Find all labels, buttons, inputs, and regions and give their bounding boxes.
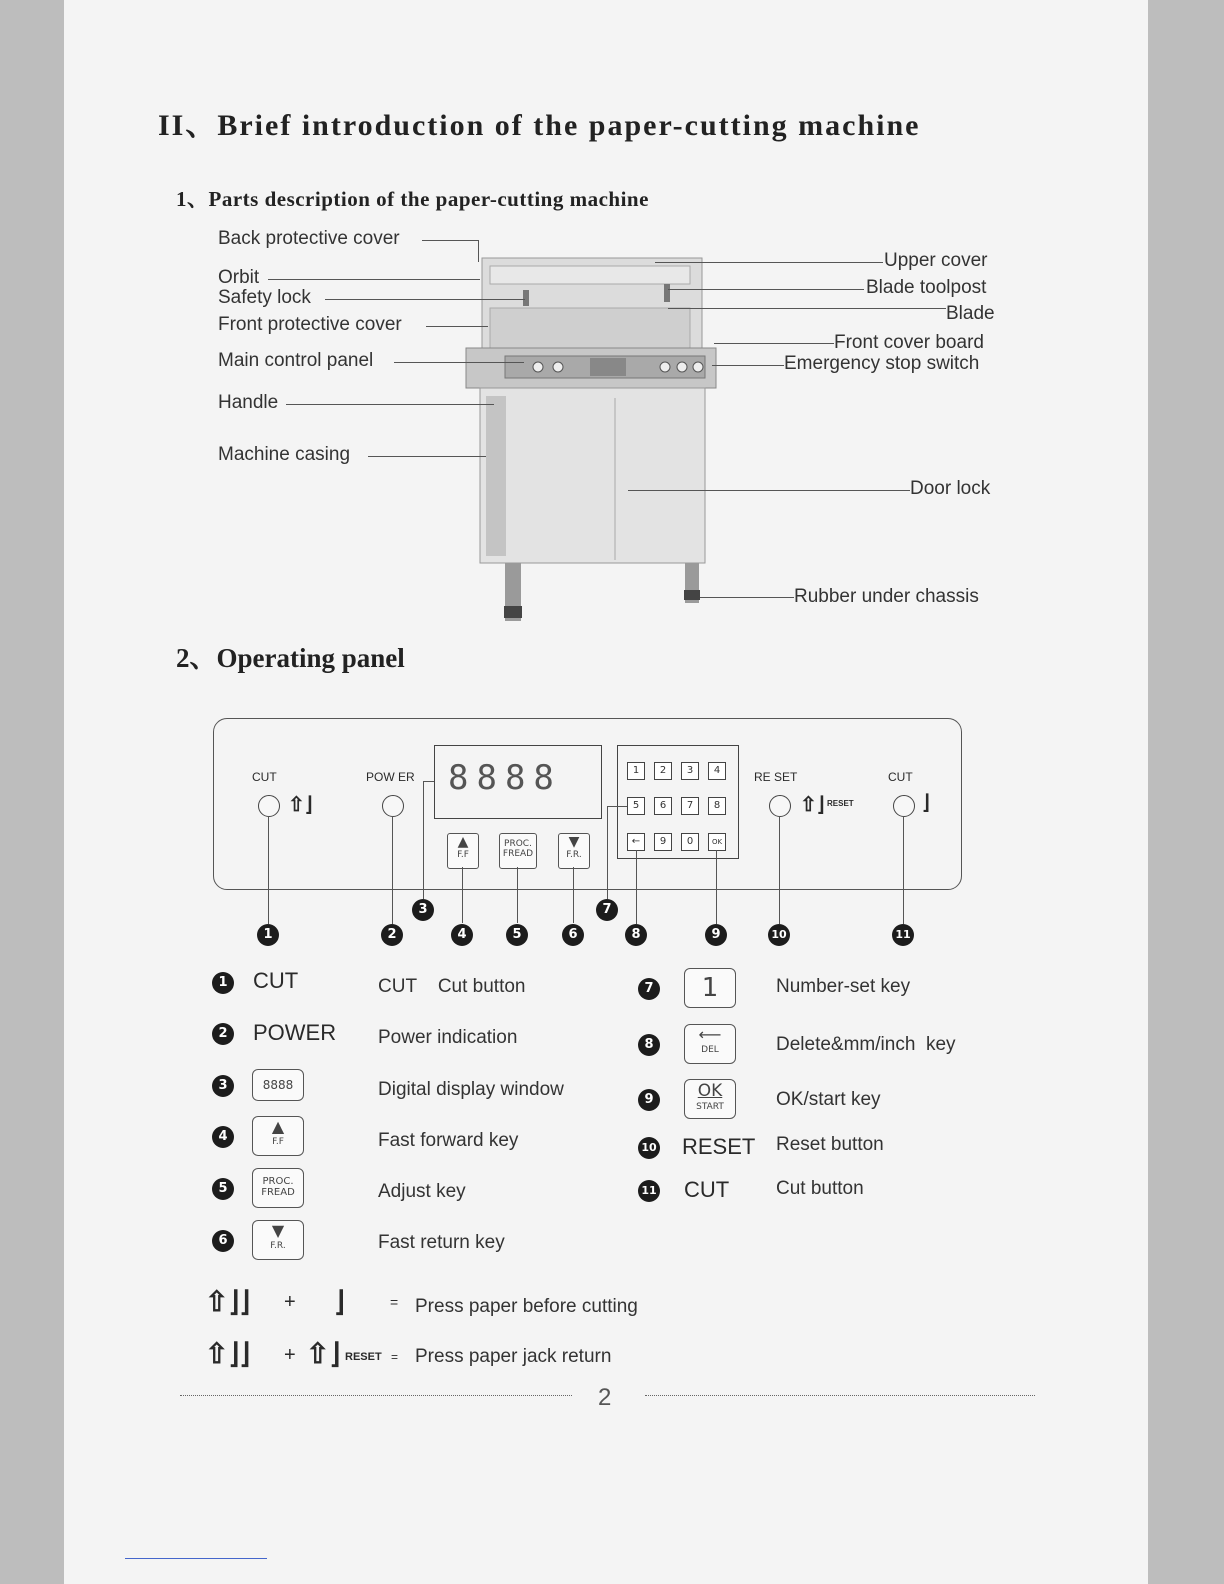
legend-delete-desc: Delete&mm/inch key bbox=[776, 1034, 956, 1055]
legend-ff-label: F.F bbox=[272, 1137, 284, 1147]
callout-line bbox=[903, 816, 904, 924]
label-front-cover-board: Front cover board bbox=[834, 332, 984, 353]
blade-icon: ⌋ bbox=[334, 1286, 345, 1317]
label-front-protective-cover: Front protective cover bbox=[218, 314, 402, 335]
proc-label: PROC. bbox=[504, 839, 532, 849]
leader-line bbox=[268, 279, 480, 280]
page-heading: II、Brief introduction of the paper-cutting machine bbox=[158, 109, 921, 142]
up-arrow-icon: ▲ bbox=[457, 834, 469, 850]
num-key-4[interactable]: 4 bbox=[708, 762, 726, 780]
legend-num: 11 bbox=[638, 1180, 660, 1202]
panel-cut-left-label: CUT bbox=[252, 770, 277, 784]
legend-num: 3 bbox=[212, 1075, 234, 1097]
combo-plus: + bbox=[284, 1344, 296, 1366]
page-number: 2 bbox=[598, 1384, 612, 1411]
callout-8: 8 bbox=[625, 924, 647, 946]
callout-line bbox=[607, 806, 627, 807]
section2-title: 2、Operating panel bbox=[176, 643, 405, 673]
legend-adjust-icon bbox=[252, 1168, 304, 1208]
num-key-1[interactable]: 1 bbox=[627, 762, 645, 780]
label-machine-casing: Machine casing bbox=[218, 444, 351, 465]
legend-num: 10 bbox=[638, 1137, 660, 1159]
reset-button[interactable] bbox=[769, 795, 791, 817]
legend-num: 5 bbox=[212, 1178, 234, 1200]
callout-line bbox=[607, 806, 608, 899]
legend-num: 6 bbox=[212, 1230, 234, 1252]
callout-2: 2 bbox=[381, 924, 403, 946]
num-key-7[interactable]: 7 bbox=[681, 797, 699, 815]
callout-11: 11 bbox=[892, 924, 914, 946]
leader-line bbox=[325, 299, 525, 300]
callout-9: 9 bbox=[705, 924, 727, 946]
label-back-protective-cover: Back protective cover bbox=[218, 228, 400, 249]
legend-reset-desc: Reset button bbox=[776, 1134, 884, 1155]
adjust-key[interactable] bbox=[499, 833, 537, 869]
footer-rule-left bbox=[180, 1395, 572, 1396]
fast-forward-key[interactable] bbox=[447, 833, 479, 869]
legend-num: 9 bbox=[638, 1089, 660, 1111]
ok-key[interactable]: OK bbox=[708, 833, 726, 851]
press-paper-icon: ⇧⌋ bbox=[288, 794, 313, 816]
fr-label: F.R. bbox=[566, 850, 582, 860]
leader-line bbox=[668, 289, 864, 290]
bottom-blue-rule bbox=[125, 1558, 267, 1559]
label-door-lock: Door lock bbox=[910, 478, 991, 499]
legend-reset-name: RESET bbox=[682, 1134, 756, 1159]
num-key-5[interactable]: 5 bbox=[627, 797, 645, 815]
power-indicator bbox=[382, 795, 404, 817]
callout-line bbox=[636, 850, 637, 924]
press-paper-icon: ⇧⌋⌋ bbox=[205, 1338, 251, 1369]
panel-reset-label: RE SET bbox=[754, 770, 798, 784]
label-blade-toolpost: Blade toolpost bbox=[866, 277, 987, 298]
num-key-3[interactable]: 3 bbox=[681, 762, 699, 780]
legend-number-key-desc: Number-set key bbox=[776, 976, 911, 997]
press-paper-icon: ⇧⌋⌋ bbox=[205, 1286, 251, 1317]
legend-cut-name: CUT bbox=[253, 968, 299, 993]
callout-line bbox=[517, 867, 518, 923]
leader-line bbox=[628, 490, 910, 491]
label-safety-lock: Safety lock bbox=[218, 287, 311, 308]
fread-label: FREAD bbox=[502, 849, 534, 859]
leader-line bbox=[286, 404, 494, 405]
legend-cut-desc: CUT Cut button bbox=[378, 976, 526, 997]
label-rubber-under-chassis: Rubber under chassis bbox=[794, 586, 979, 607]
blade-icon: ⌋ bbox=[922, 792, 930, 814]
up-arrow-icon: ▲ bbox=[271, 1117, 285, 1136]
cut-right-button[interactable] bbox=[893, 795, 915, 817]
leader-line bbox=[422, 240, 478, 241]
section1-title: 1、Parts description of the paper-cutting machine bbox=[176, 187, 649, 211]
combo-equals: = bbox=[390, 1294, 399, 1310]
legend-start-label: START bbox=[696, 1102, 724, 1112]
num-key-0[interactable]: 0 bbox=[681, 833, 699, 851]
callout-line bbox=[716, 850, 717, 924]
callout-line bbox=[462, 867, 463, 923]
legend-number-key-icon: 1 bbox=[684, 968, 736, 1008]
num-key-6[interactable]: 6 bbox=[654, 797, 672, 815]
callout-line bbox=[779, 816, 780, 924]
legend-fread-label: FREAD bbox=[261, 1187, 295, 1198]
callout-line bbox=[392, 816, 393, 924]
label-upper-cover: Upper cover bbox=[884, 250, 988, 271]
combo-press-paper-text: Press paper before cutting bbox=[415, 1296, 638, 1317]
down-arrow-icon: ▼ bbox=[271, 1221, 285, 1240]
legend-power-desc: Power indication bbox=[378, 1027, 518, 1048]
legend-num: 8 bbox=[638, 1034, 660, 1056]
delete-key[interactable]: ← bbox=[627, 833, 645, 851]
legend-fr-desc: Fast return key bbox=[378, 1232, 505, 1253]
label-orbit: Orbit bbox=[218, 267, 260, 288]
footer-rule-right bbox=[645, 1395, 1035, 1396]
left-arrow-icon: ⟵ bbox=[698, 1025, 722, 1044]
label-emergency-stop-switch: Emergency stop switch bbox=[784, 353, 980, 374]
label-blade: Blade bbox=[946, 303, 995, 324]
leader-line bbox=[655, 262, 883, 263]
reset-icon-tag: RESET bbox=[827, 799, 854, 808]
callout-4: 4 bbox=[451, 924, 473, 946]
down-arrow-icon: ▼ bbox=[568, 834, 580, 850]
legend-adjust-desc: Adjust key bbox=[378, 1181, 466, 1202]
callout-line bbox=[423, 781, 424, 899]
callout-5: 5 bbox=[506, 924, 528, 946]
callout-6: 6 bbox=[562, 924, 584, 946]
ff-label: F.F bbox=[457, 850, 469, 860]
callout-7: 7 bbox=[596, 899, 618, 921]
callout-line bbox=[423, 781, 434, 782]
panel-power-label: POW ER bbox=[366, 770, 415, 784]
num-key-9[interactable]: 9 bbox=[654, 833, 672, 851]
leader-line bbox=[394, 362, 524, 363]
leader-line bbox=[478, 240, 479, 262]
legend-ok-label: OK bbox=[697, 1081, 723, 1101]
num-key-8[interactable]: 8 bbox=[708, 797, 726, 815]
callout-3: 3 bbox=[412, 899, 434, 921]
display-digits: 8888 bbox=[448, 758, 562, 798]
legend-power-name: POWER bbox=[253, 1020, 337, 1045]
panel-cut-right-label: CUT bbox=[888, 770, 913, 784]
legend-num: 1 bbox=[212, 972, 234, 994]
legend-ok-key-icon bbox=[684, 1079, 736, 1119]
legend-proc-label: PROC. bbox=[262, 1176, 294, 1187]
legend-num: 2 bbox=[212, 1023, 234, 1045]
legend-cut2-name: CUT bbox=[684, 1177, 730, 1202]
legend-ok-desc: OK/start key bbox=[776, 1089, 881, 1110]
legend-ff-icon bbox=[252, 1116, 304, 1156]
leader-line bbox=[368, 456, 486, 457]
cut-left-button[interactable] bbox=[258, 795, 280, 817]
legend-ff-desc: Fast forward key bbox=[378, 1130, 519, 1151]
legend-delete-key-icon bbox=[684, 1024, 736, 1064]
legend-del-label: DEL bbox=[701, 1045, 719, 1055]
leader-line bbox=[426, 326, 488, 327]
callout-1: 1 bbox=[257, 924, 279, 946]
label-main-control-panel: Main control panel bbox=[218, 350, 374, 371]
legend-display-icon: 8888 bbox=[252, 1069, 304, 1101]
fast-return-key[interactable] bbox=[558, 833, 590, 869]
legend-num: 4 bbox=[212, 1126, 234, 1148]
legend-fr-icon bbox=[252, 1220, 304, 1260]
combo-plus: + bbox=[284, 1291, 296, 1313]
reset-icon: ⇧⌋ bbox=[306, 1338, 341, 1369]
combo-equals: = bbox=[391, 1350, 399, 1364]
label-handle: Handle bbox=[218, 392, 279, 413]
leader-line bbox=[712, 365, 784, 366]
combo-jack-return-text: Press paper jack return bbox=[415, 1346, 612, 1367]
machine-illustration bbox=[460, 248, 740, 628]
legend-fr-label: F.R. bbox=[270, 1241, 286, 1251]
callout-line bbox=[268, 816, 269, 924]
leader-line bbox=[714, 343, 834, 344]
num-key-2[interactable]: 2 bbox=[654, 762, 672, 780]
callout-10: 10 bbox=[768, 924, 790, 946]
legend-num: 7 bbox=[638, 978, 660, 1000]
reset-icon: ⇧⌋ bbox=[800, 794, 825, 816]
legend-display-desc: Digital display window bbox=[378, 1079, 564, 1100]
callout-line bbox=[573, 867, 574, 923]
leader-line bbox=[668, 308, 946, 309]
leader-line bbox=[700, 597, 794, 598]
legend-cut2-desc: Cut button bbox=[776, 1178, 864, 1199]
combo-reset-tag: RESET bbox=[345, 1351, 382, 1363]
